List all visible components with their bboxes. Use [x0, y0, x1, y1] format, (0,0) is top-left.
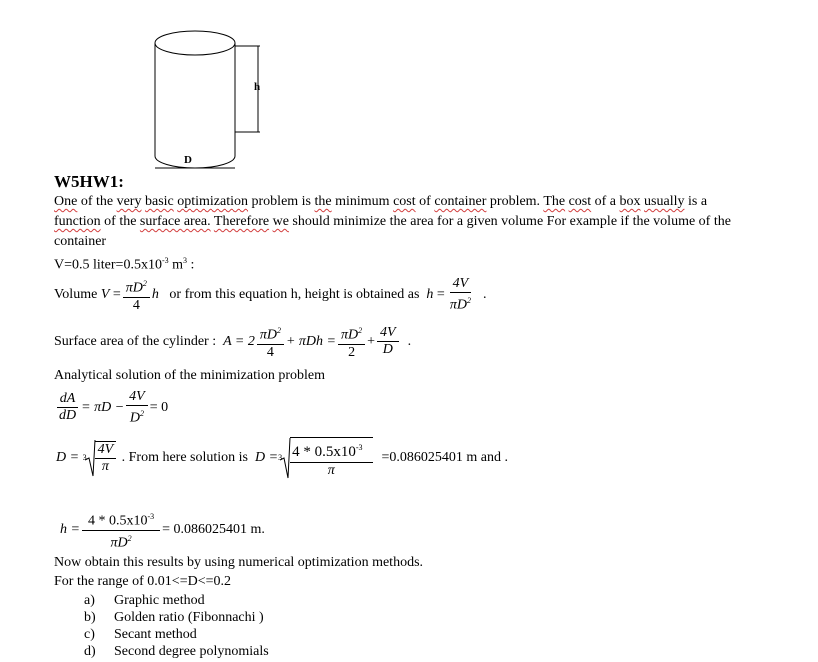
intro-word: cost	[393, 194, 416, 209]
method-marker: b)	[84, 610, 96, 625]
method-marker: d)	[84, 644, 96, 659]
intro-word: of the	[80, 194, 114, 209]
derivative-rhs-fraction	[126, 389, 148, 427]
cube-root-1-denominator: π	[101, 459, 109, 474]
intro-word: box	[619, 194, 641, 209]
derivative-lhs-fraction	[56, 391, 79, 424]
height-fraction-denominator: πD	[449, 297, 467, 313]
intro-line-2	[54, 213, 731, 231]
cube-root-2	[278, 436, 374, 480]
height-eq-fraction	[82, 509, 160, 551]
height-lhs: h	[426, 286, 434, 302]
cube-root-1-numerator: 4V	[95, 442, 117, 459]
surface-fraction-3-denominator: D	[382, 342, 393, 358]
method-item-a	[84, 593, 205, 609]
cube-root-1-fraction	[95, 441, 117, 475]
solution-lhs-2: D =	[255, 450, 279, 465]
volume-value-unit: m	[168, 257, 184, 273]
intro-line-1	[54, 193, 707, 211]
method-text: Graphic method	[114, 593, 205, 608]
solution-lhs: D =	[56, 450, 80, 465]
intro-word: cost	[568, 194, 592, 209]
height-eq-result: = 0.086025401 m.	[162, 522, 265, 538]
solution-result: =0.086025401 m and .	[381, 450, 508, 465]
volume-value-suffix: :	[187, 257, 195, 273]
method-text: Secant method	[114, 627, 197, 642]
surface-label: Surface area of the cylinder :	[54, 333, 217, 349]
method-text: Second degree polynomials	[114, 644, 269, 659]
height-equation	[60, 509, 265, 551]
height-eq-numerator: 4 * 0.5x10	[87, 513, 148, 529]
cube-root-2-denominator: π	[327, 463, 335, 478]
surface-fraction-3-numerator: 4V	[377, 325, 399, 342]
derivative-rhs-numerator: 4V	[126, 389, 148, 406]
derivative-mid: = πD −	[81, 399, 125, 415]
intro-word: of a	[594, 194, 617, 209]
solution-text: . From here solution is	[121, 450, 249, 465]
numerical-line: Now obtain this results by using numerical optimization methods.	[54, 555, 424, 570]
surface-fraction-1-numerator: πD	[259, 327, 277, 343]
derivative-rhs-denominator: D	[129, 410, 140, 426]
surface-fraction-2	[338, 323, 365, 361]
radical-sign-icon	[280, 436, 290, 480]
cube-root-2-index: 3	[278, 453, 283, 462]
surface-equation	[54, 323, 411, 361]
volume-value-prefix: V=0.5 liter=0.5x10	[54, 257, 162, 273]
intro-word: Therefore	[213, 214, 270, 229]
volume-fraction	[123, 276, 150, 314]
volume-value-unit-exponent: 3	[183, 256, 188, 265]
volume-fraction-numerator: πD	[125, 280, 143, 296]
equals-sign: =	[112, 286, 121, 302]
surface-lhs: A = 2	[223, 333, 255, 349]
method-text: Golden ratio (Fibonnachi )	[114, 610, 264, 625]
intro-word: of the	[104, 214, 137, 229]
intro-word: One	[54, 194, 78, 209]
surface-fraction-3	[377, 325, 399, 358]
height-label: h	[254, 81, 261, 93]
height-eq-lhs: h =	[60, 522, 80, 538]
cylinder-diagram	[140, 28, 280, 178]
cube-root-1-index: 3	[82, 453, 87, 462]
derivative-lhs-denominator: dD	[59, 408, 77, 424]
intro-word: container	[434, 194, 487, 209]
method-marker: c)	[84, 627, 95, 642]
surface-fraction-2-exponent: 2	[358, 326, 363, 335]
derivative-end: = 0	[149, 399, 169, 415]
analytical-heading: Analytical solution of the minimization problem	[54, 368, 326, 383]
page-title: W5HW1:	[54, 172, 124, 191]
range-line: For the range of 0.01<=D<=0.2	[54, 574, 231, 589]
intro-word: of	[419, 194, 431, 209]
surface-fraction-2-numerator: πD	[341, 327, 359, 343]
intro-word: the	[314, 194, 332, 209]
cylinder-bottom	[155, 156, 235, 168]
surface-end: .	[407, 333, 412, 349]
intro-word: usually	[644, 194, 685, 209]
volume-equation: Volume V = $\frac{\pi D^2}{4}$ h or from this equation h, height is obtained as h = $\frac{4V}{\pi D^2}$ .	[54, 276, 487, 313]
derivative-lhs-numerator: dA	[57, 391, 79, 408]
height-variable: h	[151, 286, 159, 302]
intro-word: minimum	[335, 194, 390, 209]
volume-fraction-denominator: 4	[132, 297, 140, 313]
surface-fraction-1-exponent: 2	[276, 326, 281, 335]
intro-word: is a	[687, 194, 708, 209]
radical-sign-icon	[82, 438, 95, 478]
cube-root-1	[83, 438, 119, 478]
surface-fraction-1	[257, 323, 284, 361]
height-eq-numerator-exponent: -3	[147, 512, 155, 521]
surface-fraction-1-denominator: 4	[266, 344, 274, 360]
intro-word: The	[543, 194, 566, 209]
surface-mid: + πDh =	[285, 333, 336, 349]
cylinder-top	[155, 31, 235, 55]
height-eq-denominator: πD	[110, 535, 128, 551]
height-fraction-exponent: 2	[466, 296, 471, 305]
volume-label: Volume	[54, 286, 98, 302]
method-item-c	[84, 627, 197, 643]
cube-root-2-exponent: -3	[355, 443, 363, 452]
volume-mid-text: or from this equation h, height is obtained as	[169, 286, 420, 302]
surface-plus: +	[367, 333, 376, 349]
volume-end: .	[482, 286, 487, 302]
intro-word: very	[116, 194, 142, 209]
intro-line-3: container	[54, 234, 107, 249]
volume-variable: V	[100, 286, 110, 302]
cube-root-2-fraction	[290, 437, 372, 479]
solution-equation	[56, 436, 508, 480]
surface-fraction-2-denominator: 2	[348, 344, 356, 360]
intro-word: surface area.	[139, 214, 211, 229]
derivative-rhs-exponent: 2	[140, 409, 144, 418]
cube-root-2-numerator: 4 * 0.5x10	[292, 444, 356, 460]
volume-value-line	[54, 252, 194, 275]
method-item-b	[84, 610, 264, 626]
height-fraction	[447, 276, 474, 314]
intro-word: optimization	[177, 194, 249, 209]
height-eq-denominator-exponent: 2	[127, 533, 132, 543]
intro-word: problem is	[251, 194, 312, 209]
derivative-equation	[54, 389, 168, 427]
method-marker: a)	[84, 593, 95, 608]
diameter-label: D	[184, 154, 192, 166]
volume-value-exponent: -3	[161, 256, 169, 265]
intro-word: we	[272, 214, 289, 229]
height-fraction-numerator: 4V	[450, 276, 472, 293]
volume-fraction-exponent: 2	[142, 279, 147, 288]
intro-word: problem.	[489, 194, 541, 209]
intro-word: basic	[144, 194, 174, 209]
intro-word: should minimize the area for a given volume For example if the volume of the	[292, 214, 731, 229]
intro-word: function	[54, 214, 101, 229]
method-item-d	[84, 644, 269, 660]
